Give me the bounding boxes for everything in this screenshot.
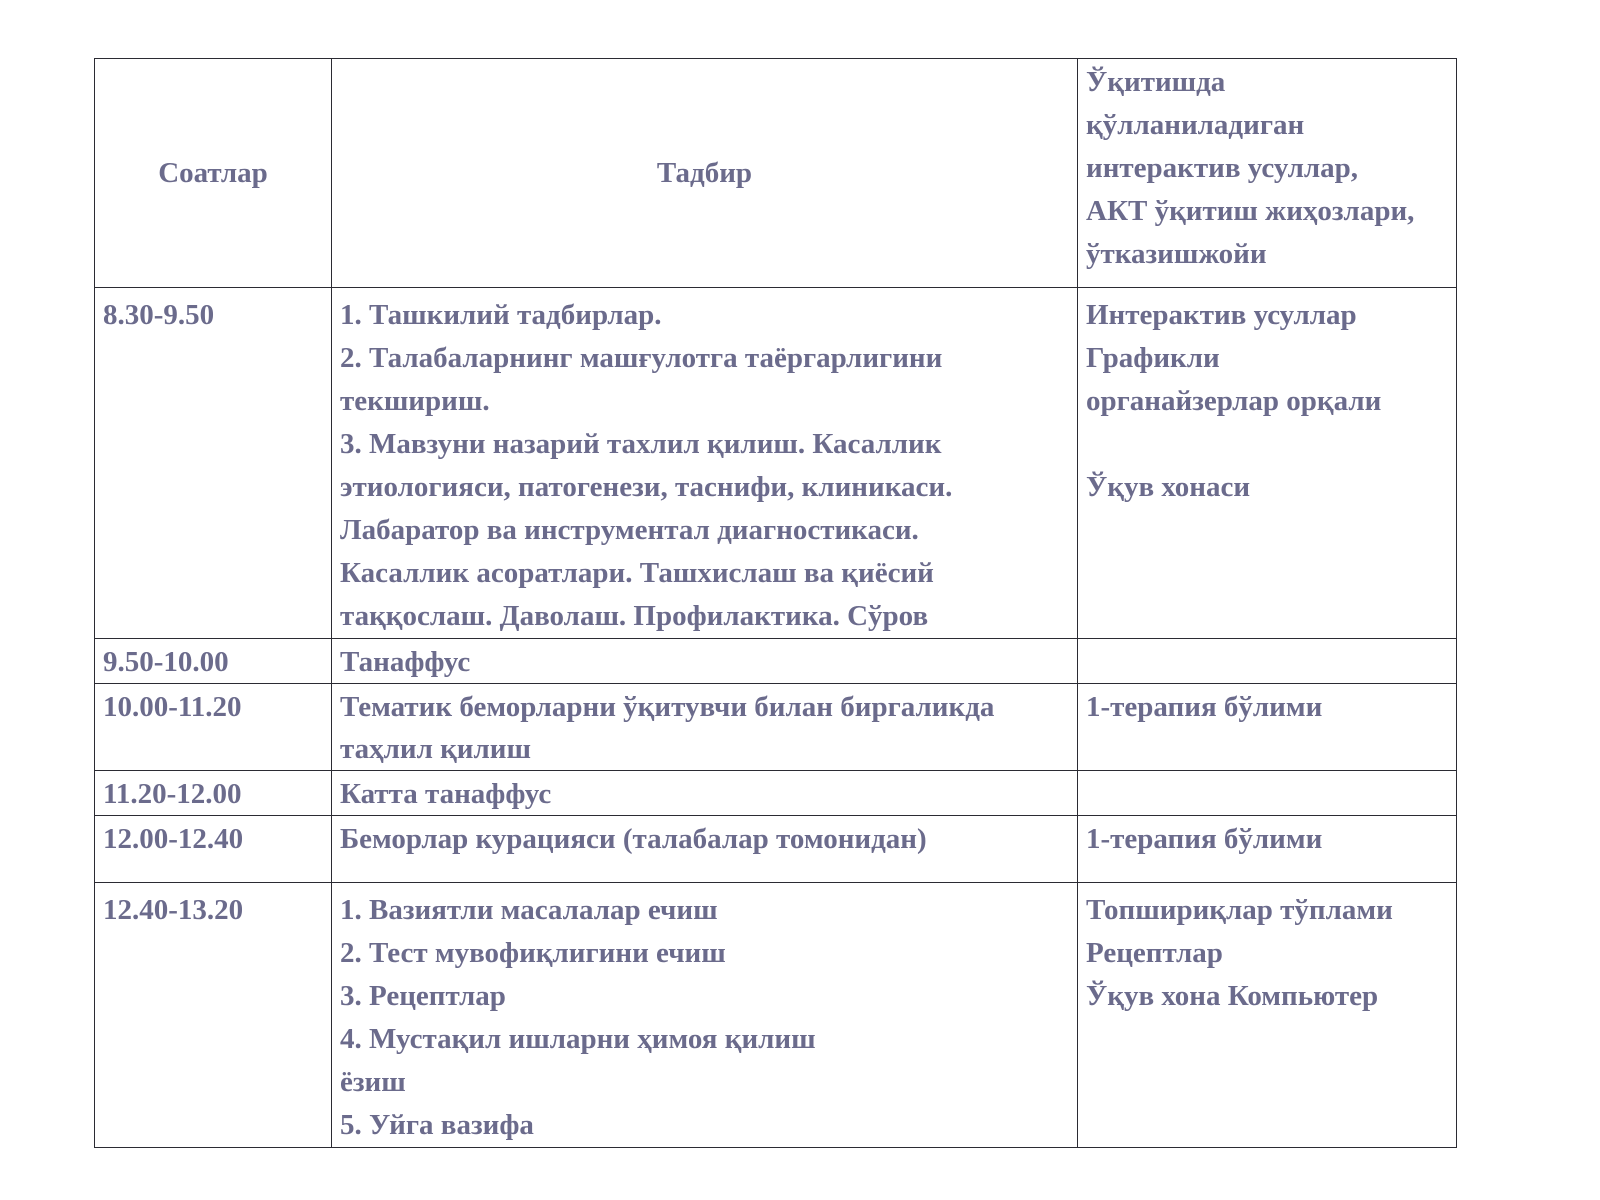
table-header-row xyxy=(95,59,1457,288)
blank-line xyxy=(1086,423,1448,466)
row-time: 12.00-12.40 xyxy=(95,816,332,883)
row-methods xyxy=(1078,288,1457,639)
row-time: 10.00-11.20 xyxy=(95,684,332,771)
methods-line: Топшириқлар тўплами xyxy=(1086,894,1393,926)
row-activity xyxy=(332,288,1078,639)
row-methods: 1-терапия бўлими xyxy=(1078,816,1457,883)
row-time: 11.20-12.00 xyxy=(95,771,332,816)
table-row xyxy=(95,771,1457,816)
methods-place: Ўқув хонаси xyxy=(1086,471,1251,503)
header-hours: Соатлар xyxy=(95,59,332,288)
activity-line: ёзиш xyxy=(340,1066,406,1098)
header-activity: Тадбир xyxy=(332,59,1078,288)
row-methods: 1-терапия бўлими xyxy=(1078,684,1457,771)
activity-line: 4. Мустақил ишларни ҳимоя қилиш xyxy=(340,1023,816,1055)
header-methods-line: Ўқитишда xyxy=(1086,66,1226,98)
activity-line: 3. Мавзуни назарий тахлил қилиш. Касаллик xyxy=(340,428,942,460)
table-row xyxy=(95,883,1457,1148)
row-time: 9.50-10.00 xyxy=(95,639,332,684)
methods-line: Ўқув хона Компьютер xyxy=(1086,980,1379,1012)
header-methods-line: интерактив усуллар, xyxy=(1086,152,1359,184)
activity-line: таққослаш. Даволаш. Профилактика. Сўров xyxy=(340,600,929,632)
table-row xyxy=(95,816,1457,883)
row-activity xyxy=(332,684,1078,771)
table-row xyxy=(95,684,1457,771)
activity-line: 1. Вазиятли масалалар ечиш xyxy=(340,894,718,926)
activity-line: 2. Тест мувофиқлигини ечиш xyxy=(340,937,726,969)
row-activity: Катта танаффус xyxy=(332,771,1078,816)
activity-line: Касаллик асоратлари. Ташхислаш ва қиёсий xyxy=(340,557,934,589)
header-methods-line: АКТ ўқитиш жиҳозлари, xyxy=(1086,195,1415,227)
activity-line: Лабаратор ва инструментал диагностикаси. xyxy=(340,514,919,546)
row-methods xyxy=(1078,639,1457,684)
methods-line: Интерактив усуллар xyxy=(1086,299,1357,331)
methods-line: Рецептлар xyxy=(1086,937,1223,969)
row-activity xyxy=(332,883,1078,1148)
row-activity: Танаффус xyxy=(332,639,1078,684)
row-time: 8.30-9.50 xyxy=(95,288,332,639)
activity-line: этиологияси, патогенези, таснифи, клиникаси. xyxy=(340,471,953,503)
table-row xyxy=(95,639,1457,684)
table-row xyxy=(95,288,1457,639)
methods-line: органайзерлар орқали xyxy=(1086,385,1382,417)
methods-line: Графикли xyxy=(1086,342,1220,374)
activity-line: 2. Талабаларнинг машғулотга таёргарлигини xyxy=(340,342,943,374)
row-time: 12.40-13.20 xyxy=(95,883,332,1148)
activity-line: таҳлил қилиш xyxy=(340,733,531,765)
activity-line: 3. Рецептлар xyxy=(340,980,506,1012)
header-methods-line: ўтказишжойи xyxy=(1086,238,1267,270)
activity-line: Тематик беморларни ўқитувчи билан биргаликда xyxy=(340,691,995,723)
header-methods xyxy=(1078,59,1457,288)
row-methods xyxy=(1078,771,1457,816)
activity-line: 5. Уйга вазифа xyxy=(340,1109,534,1141)
activity-line: 1. Ташкилий тадбирлар. xyxy=(340,299,662,331)
row-activity: Беморлар курацияси (талабалар томонидан) xyxy=(332,816,1078,883)
activity-line: текшириш. xyxy=(340,385,490,417)
row-methods xyxy=(1078,883,1457,1148)
header-methods-line: қўлланиладиган xyxy=(1086,109,1305,141)
schedule-table xyxy=(94,58,1457,1148)
